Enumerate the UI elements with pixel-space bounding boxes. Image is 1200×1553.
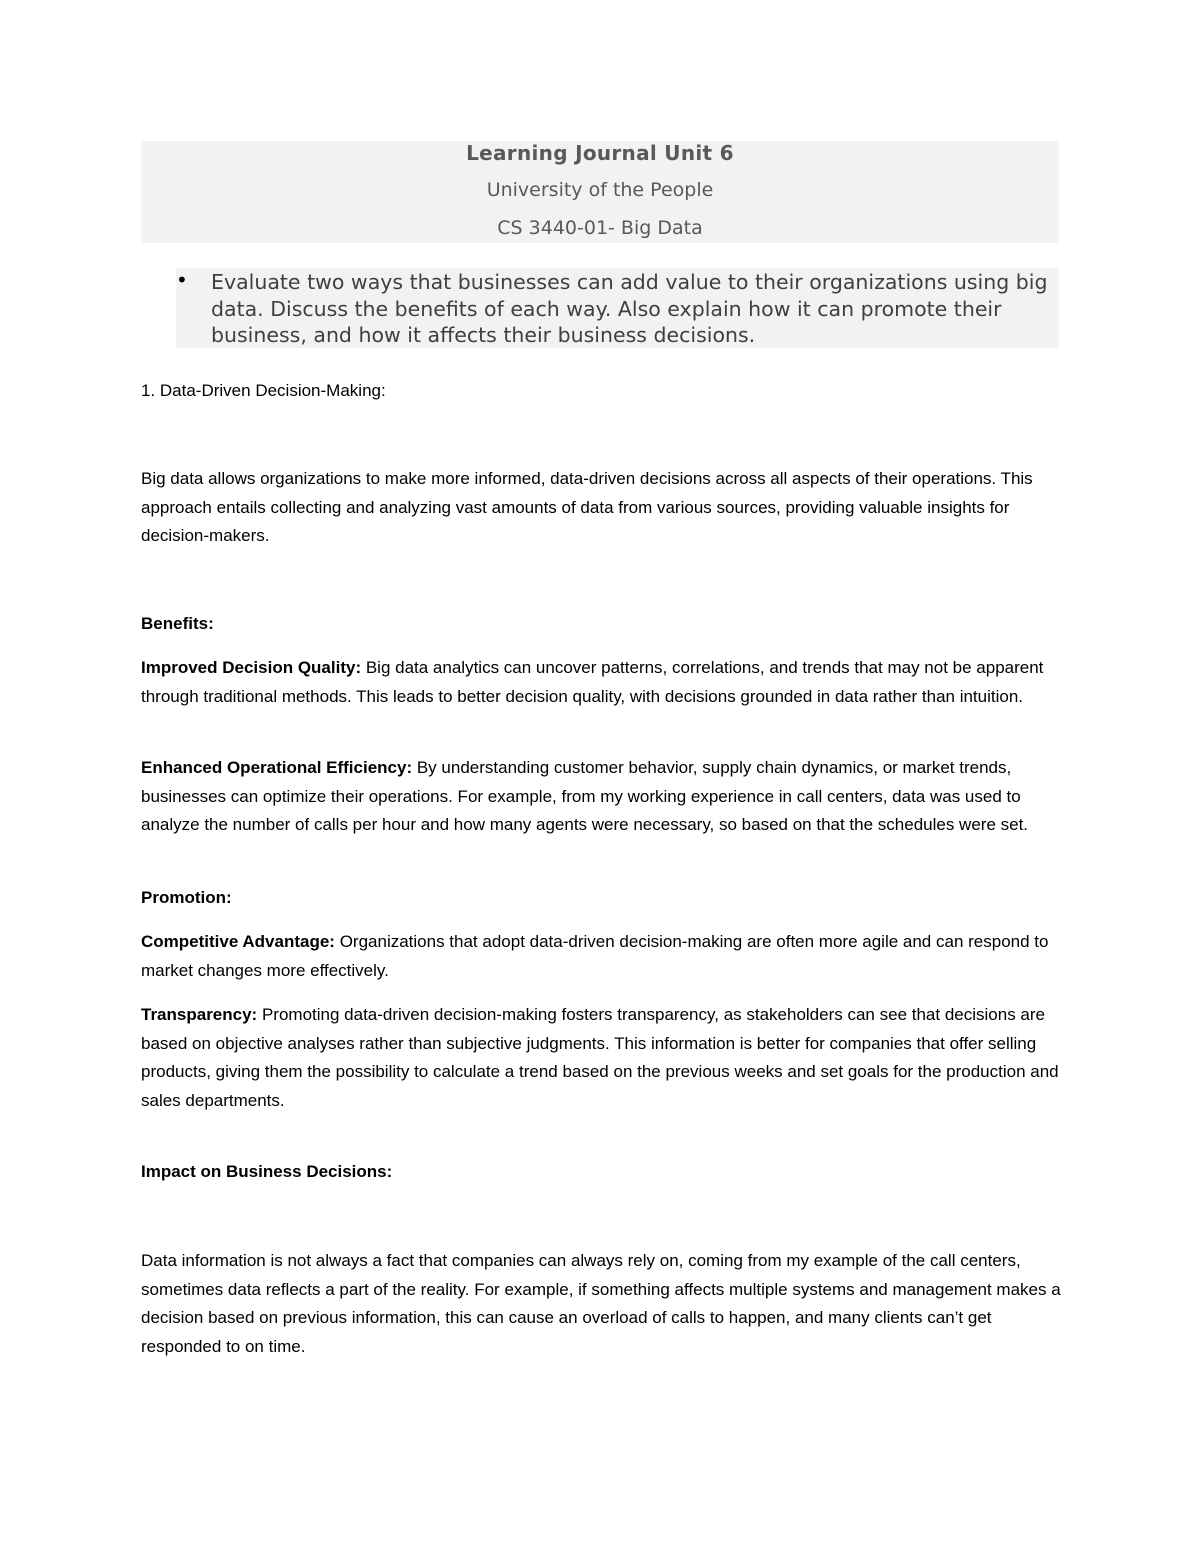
benefits-heading: Benefits: (141, 614, 214, 633)
impact-heading: Impact on Business Decisions: (141, 1162, 393, 1181)
promo-label: Transparency: (141, 1005, 258, 1024)
benefit-decision-quality (141, 654, 1066, 711)
benefit-label: Enhanced Operational Efficiency: (141, 758, 413, 777)
intro-paragraph: Big data allows organizations to make more informed, data-driven decisions across all aspects of their operations. This approach entails collecting and analyzing vast amounts of data from various sources, providing valuable insights for decision-makers. (141, 469, 1033, 545)
promo-transparency (141, 1001, 1066, 1115)
title-block (141, 141, 1059, 243)
promo-text: Promoting data-driven decision-making fosters transparency, as stakeholders can see that decisions are based on objective analyses rather than subjective judgments. This information is better for companies that offer selling products, giving them the possibility to calculate a trend based on the previous weeks and set goals for the production and sales departments. (141, 1005, 1059, 1110)
prompt-text: Evaluate two ways that businesses can add value to their organizations using big data. Discuss the benefits of each way. Also explain how it can promote their business, and how it affects their business decisions. (211, 270, 1048, 347)
assignment-prompt (176, 268, 1059, 348)
promo-text: Organizations that adopt data-driven decision-making are often more agile and can respond to market changes more effectively. (141, 932, 1049, 980)
university-name: University of the People (486, 179, 714, 201)
benefit-text: By understanding customer behavior, supply chain dynamics, or market trends, businesses can optimize their operations. For example, from my working experience in call centers, data was used to analyze the number of calls per hour and how many agents were necessary, so based on that the schedules were set. (141, 758, 1029, 834)
benefit-label: Improved Decision Quality: (141, 658, 362, 677)
promo-competitive-advantage (141, 928, 1066, 985)
benefit-operational-efficiency (141, 754, 1066, 840)
section-heading: 1. Data-Driven Decision-Making: (141, 381, 386, 400)
bullet-icon: • (176, 268, 188, 292)
benefit-text: Big data analytics can uncover patterns, correlations, and trends that may not be apparent through traditional methods. This leads to better decision quality, with decisions grounded in data rather than intuition. (141, 658, 1044, 706)
impact-paragraph: Data information is not always a fact that companies can always rely on, coming from my example of the call centers, sometimes data reflects a part of the reality. For example, if something affects multiple systems and management makes a decision based on previous information, this can cause an overload of calls to happen, and many clients can’t get responded to on time. (141, 1251, 1061, 1356)
promo-label: Competitive Advantage: (141, 932, 335, 951)
promotion-heading: Promotion: (141, 888, 232, 907)
document-title: Learning Journal Unit 6 (466, 141, 734, 165)
course-name: CS 3440-01- Big Data (497, 217, 703, 239)
